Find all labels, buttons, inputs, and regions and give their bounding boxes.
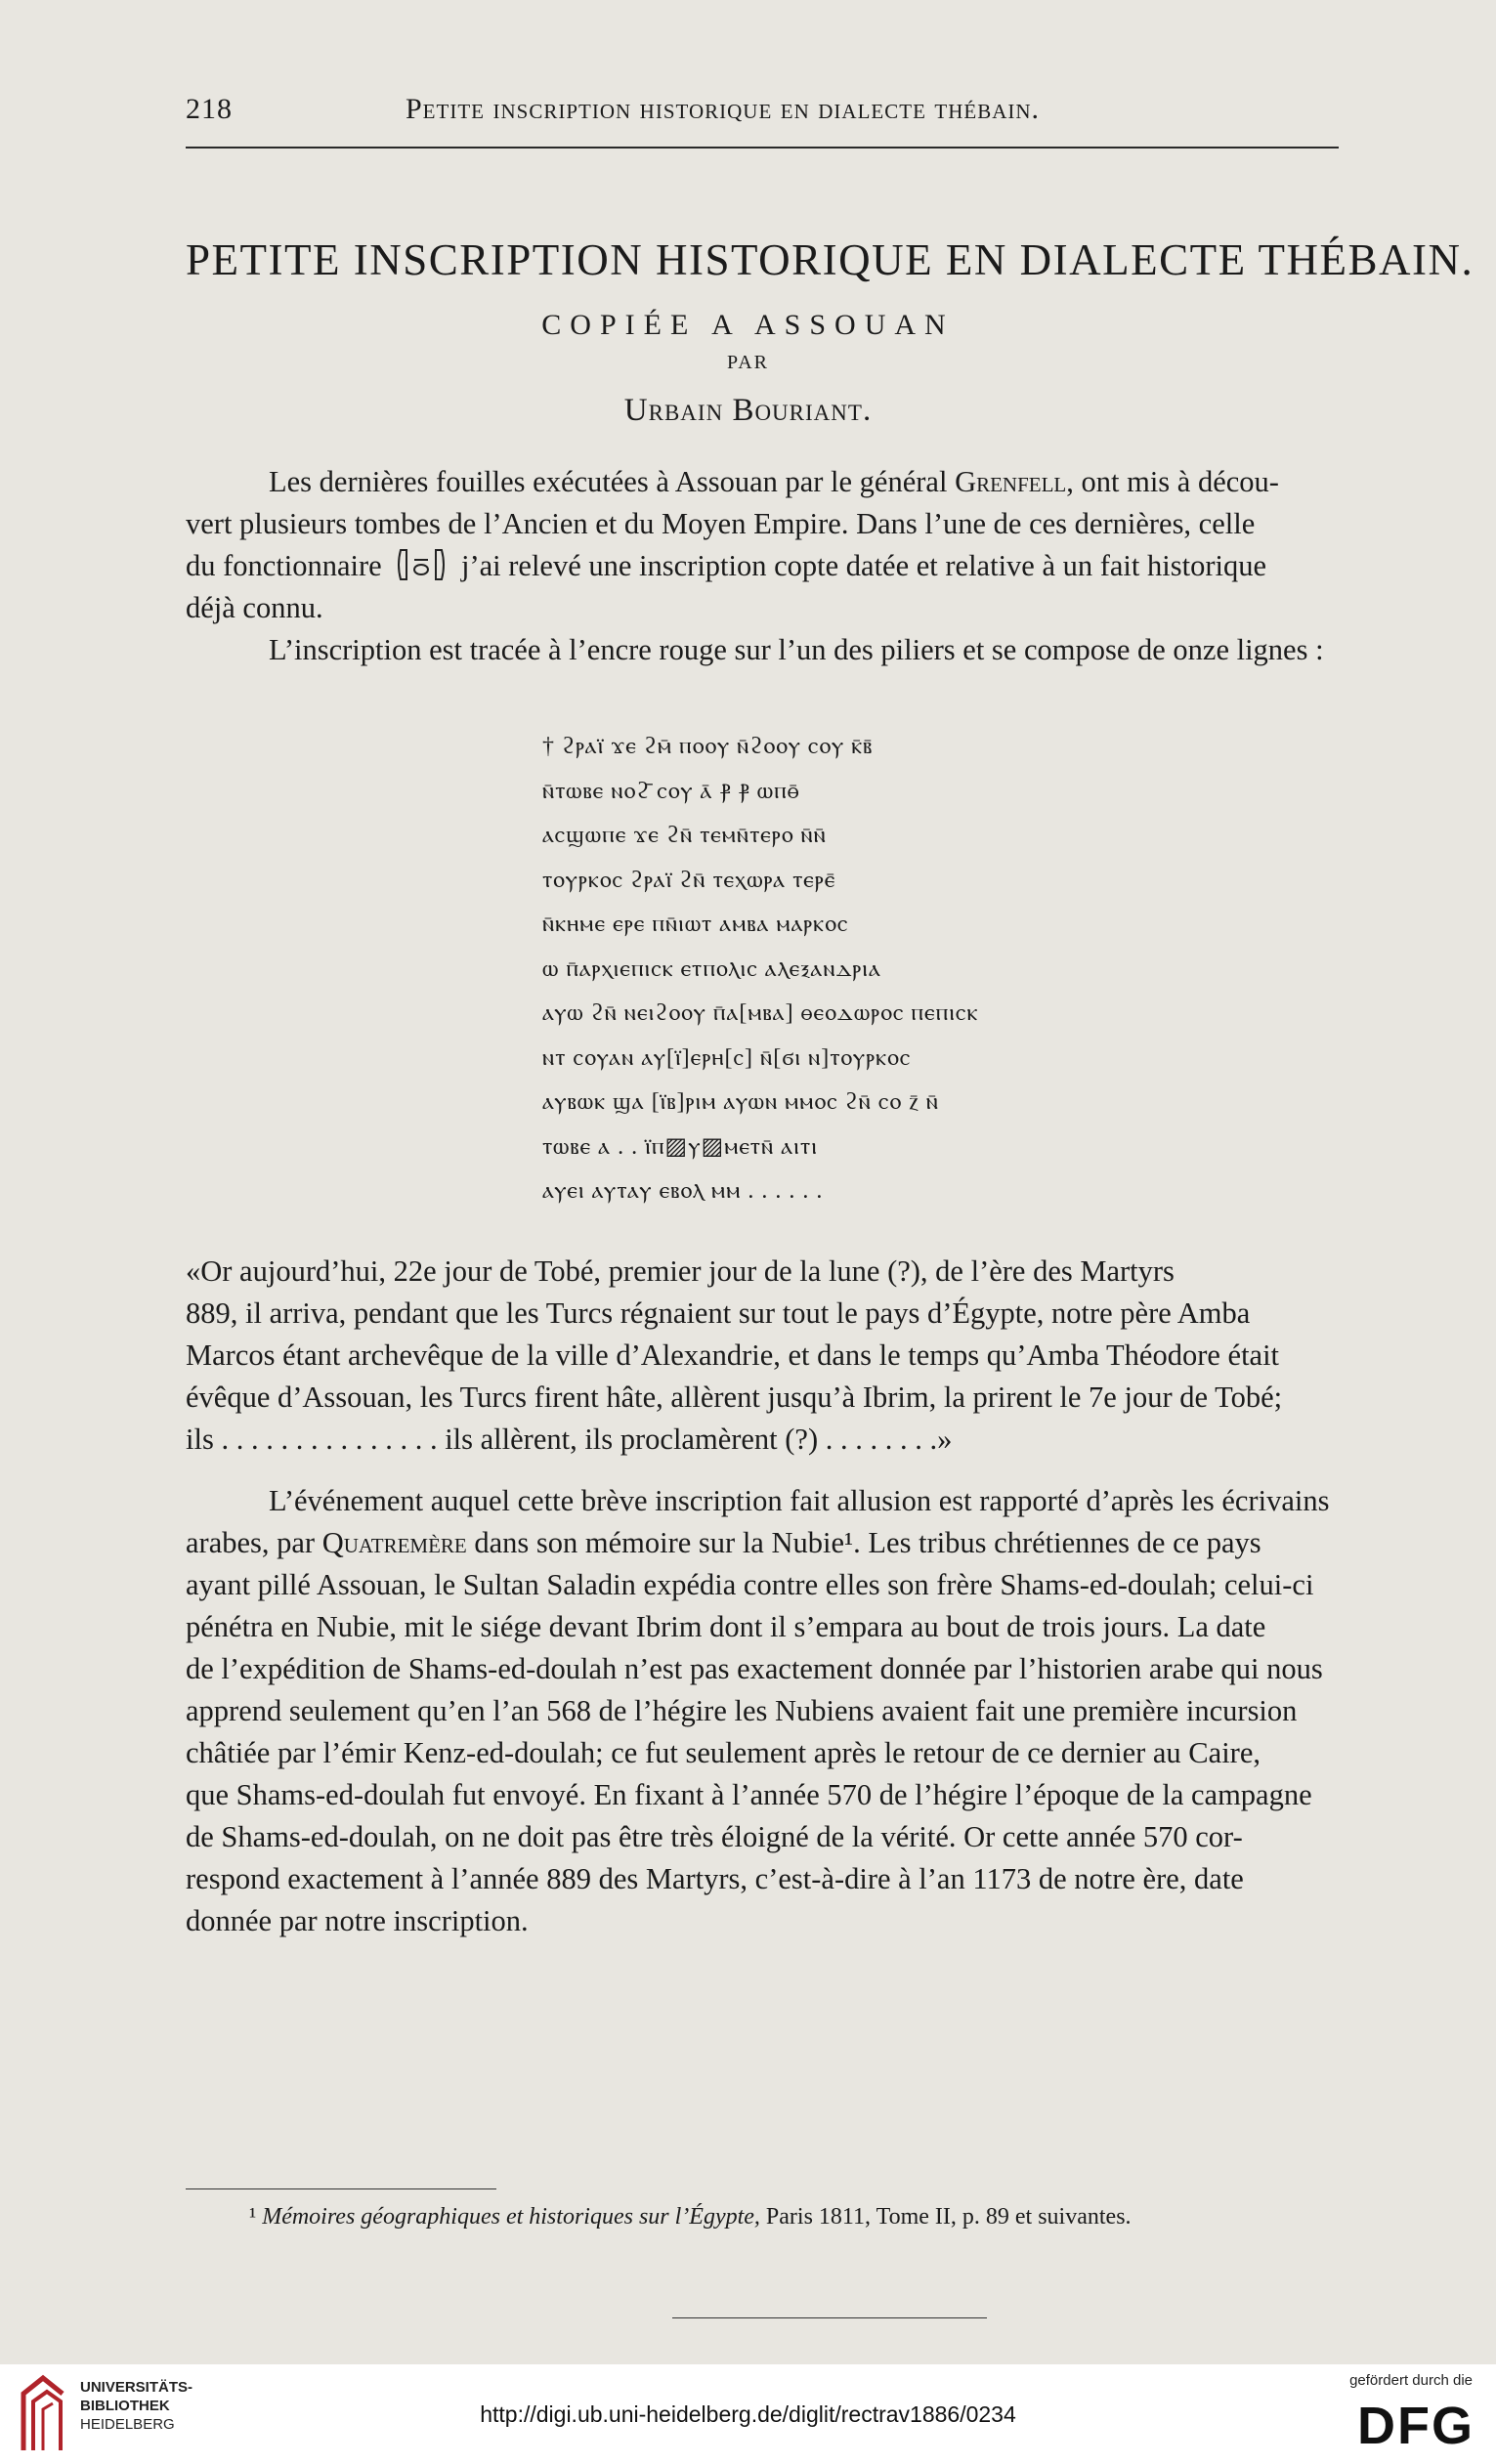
paragraph-line: L’inscription est tracée à l’encre rouge sur l’un des piliers et se compose de onze lignes : — [269, 633, 1324, 666]
paragraph-line: vert plusieurs tombes de l’Ancien et du Moyen Empire. Dans l’une de ces dernières, celle — [186, 507, 1256, 540]
coptic-line: ⲛ̄ⲕⲏⲙⲉ ⲉⲣⲉ ⲡⲛ̄ⲓⲱⲧ ⲁⲙⲃⲁ ⲙⲁⲣⲕⲟⲥ — [542, 912, 849, 937]
article-author: Urbain Bouriant. — [623, 393, 873, 428]
translation-line: Marcos étant archevêque de la ville d’Alexandrie, et dans le temps qu’Amba Théodore était — [186, 1338, 1280, 1372]
hieroglyph-title-icon — [395, 548, 448, 581]
library-name-line: HEIDELBERG — [80, 2416, 175, 2433]
paragraph-line: donnée par notre inscription. — [186, 1904, 529, 1937]
coptic-line: ⲁⲩⲉⲓ ⲁⲩⲧⲁⲩ ⲉⲃⲟⲗ ⲙⲙ . . . . . . — [542, 1178, 824, 1204]
footnote-mark: ¹ — [249, 2204, 257, 2230]
text-span: dans son mémoire sur la Nubie¹. Les tribus chrétiennes de ce pays — [474, 1526, 1261, 1559]
translation-block — [186, 1251, 1456, 1461]
paragraph-line: que Shams-ed-doulah fut envoyé. En fixant à l’année 570 de l’hégire l’époque de la campagne — [186, 1778, 1312, 1811]
name-quatremere: Quatremère — [321, 1526, 467, 1559]
paragraph-line: de l’expédition de Shams-ed-doulah n’est pas exactement donnée par l’historien arabe qui nous — [186, 1652, 1323, 1685]
paragraph-line: ayant pillé Assouan, le Sultan Saladin expédia contre elles son frère Shams-ed-doulah; celui-ci — [186, 1568, 1314, 1601]
text-span: Les dernières fouilles exécutées à Assouan par le général — [269, 465, 948, 498]
library-name-line: BIBLIOTHEK — [80, 2398, 170, 2414]
coptic-line: ⲛ̄ⲧⲱⲃⲉ ⲛⲟϩ̄ ⲥⲟⲩ ⲁ̄ ⳁ ⳁ ⲱⲡⲑ̄ — [542, 778, 800, 804]
translation-line: 889, il arriva, pendant que les Turcs régnaient sur tout le pays d’Égypte, notre père Amba — [186, 1296, 1251, 1330]
translation-line: «Or aujourd’hui, 22e jour de Tobé, premier jour de la lune (?), de l’ère des Martyrs — [186, 1254, 1175, 1288]
name-grenfell: Grenfell — [955, 465, 1067, 498]
paragraph-line: L’événement auquel cette brève inscription fait allusion est rapporté d’après les écrivains — [269, 1484, 1330, 1517]
funding-text: gefördert durch die — [1349, 2372, 1473, 2389]
coptic-inscription — [542, 725, 1344, 1214]
coptic-line: ⲧⲱⲃⲉ ⲁ . . ⲓ̈ⲡ▨ⲩ▨ⲙⲉⲧⲛ̄ ⲁⲓⲧⲓ — [542, 1133, 818, 1160]
coptic-line: ⲁⲩⲃⲱⲕ ϣⲁ [ⲓ̈ⲃ]ⲣⲓⲙ ⲁⲩⲱⲛ ⲙⲙⲟⲥ ϩⲛ̄ ⲥⲟ ⲍ̄ ⲛ̄ — [542, 1089, 939, 1115]
footnote-reference: Paris 1811, Tome II, p. 89 et suivantes. — [765, 2204, 1132, 2230]
coptic-line: ⲛⲧ ⲥⲟⲩⲁⲛ ⲁⲩ[ⲓ̈]ⲉⲣⲏ[ⲥ] ⲛ̄[ϭⲓ ⲛ]ⲧⲟⲩⲣⲕⲟⲥ — [542, 1044, 912, 1071]
text-span: du fonctionnaire — [186, 549, 382, 582]
footnote-title: Mémoires géographiques et historiques sur l’Égypte, — [262, 2204, 760, 2230]
permalink-url[interactable]: http://digi.ub.uni-heidelberg.de/diglit/rectrav1886/0234 — [480, 2401, 1016, 2427]
paragraph-line — [186, 545, 1456, 587]
paragraph-line: apprend seulement qu’en l’an 568 de l’hégire les Nubiens avaient fait une première incursion — [186, 1694, 1298, 1727]
coptic-line: ⲁⲥϣⲱⲡⲉ ϫⲉ ϩⲛ̄ ⲧⲉⲙⲛ̄ⲧⲉⲣⲟ ⲛ̄ⲛ̄ — [542, 823, 827, 848]
footnote-rule — [186, 2188, 496, 2189]
paragraph-line: châtiée par l’émir Kenz-ed-doulah; ce fut seulement après le retour de ce dernier au Caire, — [186, 1736, 1261, 1769]
paragraph-history — [186, 1480, 1456, 1942]
coptic-line: ⲱ ⲡ̄ⲁⲣⲭⲓⲉⲡⲓⲥⲕ ⲉⲧⲡⲟⲗⲓⲥ ⲁⲗⲉⲝⲁⲛⲇⲣⲓⲁ — [542, 956, 881, 982]
coptic-line: ⲧⲟⲩⲣⲕⲟⲥ ϩⲣⲁⲓ̈ ϩⲛ̄ ⲧⲉⲭⲱⲣⲁ ⲧⲉⲣⲉ̄ — [542, 867, 836, 893]
footnote — [249, 2204, 1373, 2230]
running-header — [186, 93, 1339, 136]
running-title: Petite inscription historique en dialecte thébain. — [406, 93, 1041, 125]
article-subtitle: COPIÉE A ASSOUAN — [541, 309, 955, 341]
header-rule — [186, 147, 1339, 149]
paragraph-line: pénétra en Nubie, mit le siége devant Ibrim dont il s’empara au bout de trois jours. La date — [186, 1610, 1266, 1643]
text-span: , ont mis à décou- — [1066, 465, 1279, 498]
paragraph-line: de Shams-ed-doulah, on ne doit pas être très éloigné de la vérité. Or cette année 570 cor- — [186, 1820, 1243, 1853]
paragraph-line — [186, 461, 1456, 503]
text-span: arabes, par — [186, 1526, 316, 1559]
article-title: PETITE INSCRIPTION HISTORIQUE EN DIALECTE THÉBAIN. — [186, 235, 1475, 284]
paragraph-intro — [186, 461, 1456, 671]
coptic-line: ⲁⲩⲱ ϩⲛ̄ ⲛⲉⲓϩⲟⲟⲩ ⲡ̄ⲁ[ⲙⲃⲁ] ⲑⲉⲟⲇⲱⲣⲟⲥ ⲡⲉⲡⲓⲥⲕ — [542, 1000, 979, 1026]
text-span: j’ai relevé une inscription copte datée et relative à un fait historique — [460, 549, 1266, 582]
paragraph-line: respond exactement à l’année 889 des Martyrs, c’est-à-dire à l’an 1173 de notre ère, date — [186, 1862, 1244, 1895]
coptic-line: † ϩⲣⲁⲓ̈ ϫⲉ ϩⲙ̄ ⲡⲟⲟⲩ ⲛ̄ϩⲟⲟⲩ ⲥⲟⲩ ⲕ̄ⲃ̄ — [542, 734, 874, 759]
dfg-logo: DFG — [1357, 2397, 1475, 2455]
end-rule — [672, 2317, 987, 2318]
page-number: 218 — [186, 93, 233, 125]
translation-line: ils . . . . . . . . . . . . . . . ils allèrent, ils proclamèrent (?) . . . . . . . .» — [186, 1423, 953, 1456]
library-name-line: UNIVERSITÄTS- — [80, 2379, 193, 2396]
translation-line: évêque d’Assouan, les Turcs firent hâte, allèrent jusqu’à Ibrim, la prirent le 7e jour de Tobé; — [186, 1381, 1283, 1414]
byline-par: PAR — [726, 352, 770, 373]
paragraph-line: déjà connu. — [186, 591, 323, 624]
paragraph-line — [186, 1522, 1456, 1564]
